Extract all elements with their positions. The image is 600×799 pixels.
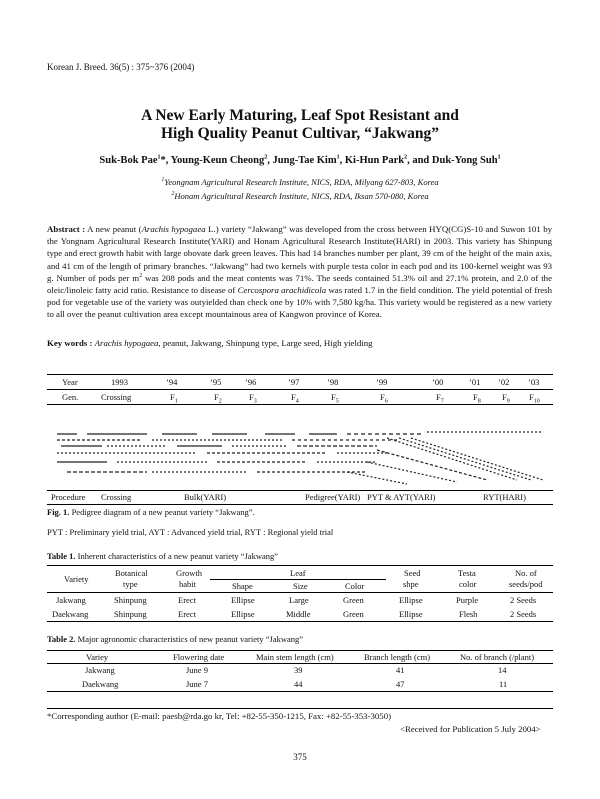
table-cell: Ellipse — [231, 595, 255, 605]
table-cell: Large — [289, 595, 309, 605]
table2-header-rule — [47, 663, 553, 664]
fig1-year: ’99 — [376, 377, 388, 387]
fig1-year: ’95 — [210, 377, 222, 387]
table-cell: Middle — [286, 609, 311, 619]
author-name: Suk-Bok Pae — [99, 155, 158, 166]
table-cell: Ellipse — [399, 595, 423, 605]
fig1-procedure-top-rule — [47, 490, 553, 491]
paper-title-line-1: A New Early Maturing, Leaf Spot Resistant and — [141, 107, 459, 124]
table1-header-rule — [47, 592, 553, 593]
table2-caption-text: Major agronomic characteristics of new peanut variety “Jakwang” — [75, 634, 304, 644]
table1-caption-label: Table 1. — [47, 551, 76, 561]
fig1-gen: $F_4$ — [291, 392, 299, 405]
abstract-label: Abstract : — [47, 224, 86, 234]
table-cell: Daekwang — [52, 609, 89, 619]
table2-header-cell: Branch length (cm) — [364, 652, 431, 662]
abstract-sup: 2 — [139, 272, 143, 279]
table-cell: Shinpung — [114, 609, 147, 619]
table2-header-cell: Main stem length (cm) — [256, 652, 334, 662]
affiliation-text: Yeongnam Agricultural Research Institute, NICS, RDA, Milyang 627-803, Korea — [164, 177, 439, 187]
table-cell: June 9 — [186, 665, 208, 675]
author-sup: 1 — [336, 154, 340, 161]
fig1-gen: $F_9$ — [502, 392, 510, 405]
abstract-pathogen: Cercospora arachidicola — [237, 285, 327, 296]
keywords-species: Arachis hypogaea, — [94, 338, 161, 348]
fig1-mid-rule — [47, 389, 553, 390]
table1-h-seeds-2: seeds/pod — [509, 579, 543, 589]
fig1-gen: $F_8$ — [473, 392, 481, 405]
fig1-gen: $F_3$ — [249, 392, 257, 405]
table-cell: Daekwang — [82, 679, 119, 689]
fig1-year: ’98 — [327, 377, 339, 387]
fig1-procedure: PYT & AYT(YARI) — [367, 492, 436, 502]
table1-caption — [47, 551, 278, 561]
author-list: Suk-Bok Pae$^1$*, Young-Keun Cheong$^2$, Jung-Tae Kim$^1$, Ki-Hun Park$^2$, and Duk-Yong Suh$^1$ — [99, 154, 501, 166]
page-number: 375 — [293, 752, 307, 762]
fig1-caption-label: Fig. 1. — [47, 507, 70, 517]
affiliation-sup: 2 — [171, 191, 175, 198]
fig1-year: ’97 — [288, 377, 300, 387]
affiliation-sup: 1 — [161, 177, 165, 184]
table1-h-seed-1: Seed — [404, 568, 421, 578]
table1-caption-text: Inherent characteristics of a new peanut variety “Jakwang” — [75, 551, 279, 561]
table1-h-growth-2: habit — [179, 579, 196, 589]
author-name: Jung-Tae Kim — [272, 155, 337, 166]
abstract-text: was 208 pods and the meat contents was 71%. The seeds contained 51.3% oil and 27.1% protein, and 2.0 of the oleic/linoleic fatty acid ratio. Resistance to disease of — [47, 272, 552, 296]
table1-h-color: Color — [345, 581, 365, 591]
table-cell: Ellipse — [399, 609, 423, 619]
table-cell: 41 — [396, 665, 405, 675]
table-cell: 2 Seeds — [510, 595, 537, 605]
table2-top-rule — [47, 650, 553, 651]
fig1-year: ’94 — [166, 377, 178, 387]
table-cell: 47 — [396, 679, 405, 689]
table2-header-cell: Flowering date — [173, 652, 225, 662]
keywords — [47, 338, 552, 348]
table-cell: Green — [343, 609, 364, 619]
footnote-rule — [47, 708, 553, 709]
table1-h-botanical-2: type — [123, 579, 138, 589]
author-name: Young-Keun Cheong — [170, 155, 265, 166]
fig1-year-label: Year — [62, 377, 78, 387]
table-cell: 39 — [294, 665, 303, 675]
table-cell: Erect — [178, 595, 196, 605]
keywords-label: Key words : — [47, 338, 93, 348]
table2-caption — [47, 634, 303, 644]
affiliation-2 — [0, 191, 600, 201]
table-cell: 2 Seeds — [510, 609, 537, 619]
abstract-species: Arachis hypogaea — [141, 224, 206, 234]
table1-h-size: Size — [293, 581, 308, 591]
table1-h-botanical-1: Botanical — [115, 568, 148, 578]
abstract — [47, 223, 552, 321]
author-sup: 1 — [497, 154, 501, 161]
table1-top-rule — [47, 565, 553, 566]
table-cell: 11 — [499, 679, 508, 689]
fig1-top-rule — [47, 374, 553, 375]
fig1-pedigree-diagram — [47, 428, 553, 486]
table2-header-cell: No. of branch (/plant) — [460, 652, 535, 662]
fig1-procedure: Crossing — [101, 492, 132, 502]
table1-bottom-rule — [47, 621, 553, 622]
fig1-note: PYT : Preliminary yield trial, AYT : Advanced yield trial, RYT : Regional yield trial — [47, 527, 334, 537]
table-cell: Erect — [178, 609, 196, 619]
affiliation-text: Honam Agricultural Research Institute, NICS, RDA, Iksan 570-080, Korea — [174, 191, 429, 201]
fig1-year: ’01 — [469, 377, 481, 387]
table-cell: Ellipse — [231, 609, 255, 619]
table-cell: Jakwang — [56, 595, 86, 605]
table1-h-variety: Variety — [64, 574, 89, 584]
table2-header-cell: Variey — [86, 652, 109, 662]
received-date: <Received for Publication 5 July 2004> — [400, 724, 541, 734]
fig1-gen: $F_2$ — [214, 392, 222, 405]
journal-citation: Korean J. Breed. 36(5) : 375~376 (2004) — [47, 62, 195, 72]
fig1-gen: $F_{10}$ — [529, 392, 540, 405]
fig1-year: 1993 — [111, 377, 128, 387]
table1-h-seed-2: shpe — [403, 579, 419, 589]
table1-h-seeds-1: No. of — [515, 568, 537, 578]
author-sup: 2 — [264, 154, 268, 161]
table2-bottom-rule — [47, 691, 553, 692]
table1-h-testa-2: color — [459, 579, 477, 589]
fig1-bottom-rule — [47, 504, 553, 505]
fig1-procedure-label: Procedure — [51, 492, 86, 502]
fig1-caption — [47, 507, 255, 517]
table1-h-leaf: Leaf — [290, 568, 306, 578]
table1-h-testa-1: Testa — [458, 568, 476, 578]
fig1-procedure: RYT(HARI) — [483, 492, 526, 502]
author-sup: 1 — [157, 154, 161, 161]
fig1-gen: Crossing — [101, 392, 132, 402]
table-cell: June 7 — [186, 679, 208, 689]
affiliation-1 — [0, 177, 600, 187]
table-cell: Purple — [456, 595, 479, 605]
paper-title-line-2: High Quality Peanut Cultivar, “Jakwang” — [160, 125, 440, 142]
fig1-gen: $F_5$ — [331, 392, 339, 405]
fig1-year: ’00 — [432, 377, 444, 387]
table1-h-growth-1: Growth — [176, 568, 202, 578]
fig1-year: ’96 — [245, 377, 257, 387]
author-sup: 2 — [404, 154, 408, 161]
fig1-year: ’03 — [528, 377, 540, 387]
fig1-caption-text: Pedigree diagram of a new peanut variety “Jakwang”. — [69, 507, 255, 517]
abstract-text: L.) variety “Jakwang” was developed from the cross between HYQ(CG)S-10 and Suwon 101 by the Yongnam Agricultural Research Institute(YARI) and Honam Agricultural Research Institute(HARI) in 2003. This variety has Shinpung type and erect growth habit with large obovate dark green leaves. This had 14 branches number per plant, 39 cm of the height of the main axis, and 41 cm of the length of primary branches. “Jakwang” had two kernels with purple testa color in each pod and its 100-kernel weight was 93 g. Number of pods per m — [47, 224, 552, 283]
fig1-procedure: Bulk(YARI) — [184, 492, 227, 502]
corresponding-author-footnote: *Corresponding author (E-mail: paesb@rda.go kr, Tel: +82-55-350-1215, Fax: +82-55-353-3050) — [47, 711, 392, 721]
abstract-text: was rated 1.7 in the field condition. The yield potential of fresh pod for vegetable use of the variety was outyielded than check one by 10% with 7,580 kg/ha. This variety would be registered as a new variety to all over the peanut cultivation area except mountainous area of Kangwon province of Korea. — [47, 285, 552, 320]
corresponding-mark: * — [160, 155, 166, 166]
fig1-gen: $F_7$ — [436, 392, 444, 405]
table-cell: Flesh — [459, 609, 478, 619]
table1-leaf-rule — [210, 579, 386, 580]
fig1-procedure: Pedigree(YARI) — [305, 492, 361, 502]
fig1-gen: $F_6$ — [380, 392, 388, 405]
fig1-gen: $F_1$ — [170, 392, 178, 405]
author-name: Ki-Hun Park — [344, 155, 405, 166]
keywords-text: peanut, Jakwang, Shinpung type, Large seed, High yielding — [160, 338, 373, 348]
table-cell: 14 — [498, 665, 507, 675]
author-name: Duk-Yong Suh — [431, 155, 498, 166]
table-cell: 44 — [294, 679, 303, 689]
table-cell: Jakwang — [85, 665, 115, 675]
table1-h-shape: Shape — [232, 581, 253, 591]
fig1-year: ’02 — [498, 377, 510, 387]
table-cell: Shinpung — [114, 595, 147, 605]
table2-caption-label: Table 2. — [47, 634, 76, 644]
fig1-gen-label: Gen. — [62, 392, 79, 402]
table-cell: Green — [343, 595, 364, 605]
abstract-text: A new peanut ( — [85, 224, 142, 234]
